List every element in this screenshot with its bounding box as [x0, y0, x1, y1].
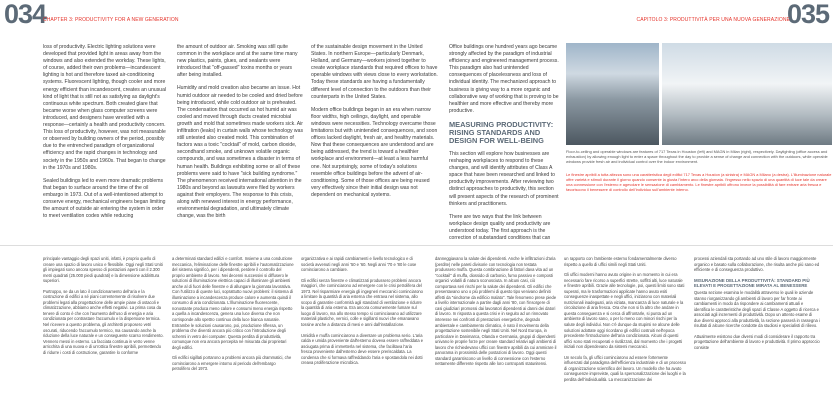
paragraph: Un secolo fa, gli uffici cominciarono ad essere fortemente influenzati dal paradigma dell'efficienza industriale e di un processo di organizzazione scientifico del lavoro. Un modello che ha avuto conseguenze impreviste, quali la spersonalizzazione dei luoghi e la perdita dell'individualità. La meccanizzazione dei — [564, 354, 687, 382]
italian-column-4 — [435, 256, 557, 414]
paragraph: principale vantaggio degli spazi uniti, infatti, è proprio quello di creare una spazio di lavoro unico e flessibile. Oggi negli Stati Uniti gli impiegati sono ancora spesso di postazioni aperti con il 2.300 metri quadrati (25.000 piedi quadrati) e la dimensione addirittura superiori. — [43, 256, 163, 284]
paragraph: Purtroppo, se da un lato il condizionamento dell'aria e la costruzione di edifici a sé piani correntemente di risolvere due problemi legati alla progettazione delle ampie piane di ostacoli e climatizzazione, abbiamo anche effetti negativi. La prima cosa da tenere di conto è che con l'aumento dell'uso di energia e aria condizionata per contrastare l'accumulo e la dispersione termica. Nel ricevere a questo problema, gli architetti proposero vetri oscurati, riducendo l'accumulo termico, ma causando anche la riduzione della luce naturale e un conseguente scarso rendimento. Vennero messi in esterno. La facciata continua in vetro venne arricchita di una nuova e di un'ottica finestre apribili, permettendo di ridurre i costi di costruzione, garantire lo conforme — [43, 288, 164, 355]
english-column-1 — [43, 44, 169, 230]
chapter-title-right: CAPITOLO 3: PRODUTTIVITÀ PER UNA NUOVA GENERAZIONE — [636, 17, 790, 23]
paragraph: Questa sezione esamina le modalità attraverso le quali le aziende stanno riorganizzando gli ambienti di lavoro per far fronte ai cambiamenti in modo da rispondere ai cambiamenti attuali e identifica le caratteristiche degli spazi di Classe A oggetto di ricerca e associati agli incrementi di produttività. Dopo un attento esame di due diversi approcci alla produttività, la sezione passerà in rassegna i risultati di alcune ricerche condotte da studiosi e specialisti di rilievo. — [694, 290, 820, 329]
paragraph: Gli edifici senza finestre e climatizzati produssero problemi ancora maggiori, che cominciarono ad emergere con le crisi petrolifera del 1973. Nel risparmiare energia gli ingegneri meccanici cominciarono a limitare la quantità di aria esterna che entrava nel sistema, allo scopo di garantire conformità agli standard di ventilazione e ridurre la quantità di aria esterna. Era ancora comunemente fumare sul luogo di lavoro, ma allo stesso tempo si cominciavano ad utilizzare materiali plastiche, vernici, colle e sigillanti nuovi che emanavano tossine anche a distanza di mesi e anni dall'installazione. — [301, 277, 423, 328]
italian-column-3 — [301, 256, 423, 414]
paragraph: Umidità e muffa cominciarono a diventare un problema serio. L'aria calda e umida proveniente dall'esterno doveva essere raffreddata e asciugata prima di immetterla nel sistema, che facilitava l'aria fresca proveniente dall'esterno deve essere preriscaldata. La condensa che si formava raffreddando l'aria e spostandola nei dotti creava proliferazione microbica. — [301, 332, 424, 366]
paragraph: processi aziendali sta portando ad uno stile di lavoro maggiormente organico e basato sulla collaborazione, che risulta anche più sano ed efficiente e di conseguenza produttivo. — [694, 256, 820, 273]
section-divider — [0, 245, 833, 246]
italian-column-2 — [172, 256, 294, 414]
paragraph: loss of productivity. Electric lighting solutions were developed that provided light in areas away from the windows and also extended the workday. These lights, of course, added their own problems—incandescent lighting is hot and therefore taxed air-conditioning systems. Fluorescent lighting, though cooler and more energy efficient than incandescent, creates an unusual kind of light that is still not as satisfying as daylight's continuous white spectrum. Both created glare that became worse when glass computer screens were introduced, and designers have wrestled with a response—certainly a health and productivity concern. This loss of productivity, however, was not measurable or observed by building owners of the period, possibly due to the entrenched paradigm of organizational efficiency and the rapid changes in technology and society in the 1950s and 1960s. That began to change in the 1970s and 1980s. — [43, 44, 167, 171]
paragraph: danneggiavano la salute dei dipendenti. Anche le infiltrazioni d'aria (perdite) nelle pareti divisorie con tecnologia non testata produssero muffa. Questa combinazione di fattori dava vita ad un "cocktail" di muffa, diossido di carbonio, fumo passivo e composti organici volatili di natura sconosciuta. In alcuni casi, ciò comportava seri rischi per la salute dei dipendenti. Gli edifici che presentavano uno o più problemi di questo tipo venivano definiti affetti da "sindrome da edificio malato". Tale fenomeno prese piede a livello internazionale a partire dagli anni '80, con l'insorgere di casi giudiziari promossi dai lavoratori dipendenti ai danni dei datori di lavoro. In risposta a questa crisi e in seguito ad un rinnovato interesse nei confronti di prestazioni energetiche, degrado ambientale e cambiamento climatico, è nato il movimento della progettazione sostenibile negli Stati Uniti. Nel Nord Europa, in particolare in Danimarca, Olanda e Germania, gruppi di dipendenti univano le proprie forze per creare standard relativi agli ambienti di lavoro che richiedevano uffici con finestre apribili da cui ammirare il panorama in prossimità delle postazioni di lavoro. Oggi questi standard garantiscono un livello di connessione con l'esterno nettamente differente rispetto alle loro controparti statunitensi. — [435, 256, 557, 367]
paragraph: the amount of outdoor air. Smoking was still quite common in the workplace and at the same time many new plastics, paints, glues, and sealants were introduced that "off-gassed" toxins months or years after being installed. — [177, 44, 298, 79]
section-heading-italian: MISURAZIONE DELLA PRODUTTIVITÀ: STANDARD PIÙ ELEVATI E PROGETTAZIONE MIRATA AL BENESSERE — [694, 277, 810, 288]
chapter-title-left: CHAPTER 3: PRODUCTIVITY FOR A NEW GENERATION — [43, 17, 179, 23]
paragraph: Office buildings one hundred years ago became strongly affected by the paradigm of industrial efficiency and engineered management process. This paradigm also had unintended consequences of placelessness and loss of individual identity. The mechanized approach to business is giving way to a more organic and collaborative way of working that is proving to be healthier and more effective and thereby more productive. — [449, 44, 559, 114]
paragraph: This section will explore how businesses are reshaping workplaces to respond to these changes, and will identify attributes of Class A space that have been researched and linked to productivity improvements. After reviewing two distinct approaches to productivity, this section will present aspects of the research of prominent thinkers and practitioners. — [449, 150, 559, 207]
page-number-right: 035 — [786, 0, 829, 29]
paragraph: Gli uffici moderni hanno avuto origine in un momento in cui era necessario fare ricorso a superfici strette, soffitti alti, luce naturale e finestre apribili. Grazie alle tecnologie, poi, questi limiti sono stati superati, ma le trasformazioni applicate hanno avuto esiti conseguenze inaspettate e negli uffici, iniziarono con materiali nutrizionali inadeguati, aria viziata, mancanza di luce naturale e la circolazione di aria fresca. Ora che non si fa altro che andare in questa conseguenza e si cerca di affrontarle, si punta ad un ambiente di lavoro sano, o per lo meno con minori rischi per la salute degli individui. Non c'è dunque da stupirsi se alcune delle soluzioni adottate oggi ricordano gli edifici costruiti nell'epoca precedente l'introduzione dell'aria condizionata. Alcuni di questi uffici sono stati recuperati e riutilizzati, dal momento che i progetti iniziali non dipendevano da sistemi meccanici. — [564, 272, 685, 350]
paragraph: organizzativa e ai rapidi cambiamenti e livello tecnologico e di società avvenuti negli anni '50 e '60. Negli anni '70 e '80 le cose cominciarono a cambiare. — [301, 256, 417, 273]
english-column-2 — [177, 44, 303, 230]
photo-caption-italian: Le finestre apribili a tutta altezza sono una caratteristica degli edifici 717 Texas a Houston (a sinistra) e MAGN a Milano (a destra). L'illuminazione naturale offre varietà e stimoli durante il giorno quando consente la giusta l'intero arco della giornata. l'ingresso nello spazio di una quantità di luce tale da creare una connessione con l'esterno e agevolare le sensazione di cambiamento. Le finestre apribili offrono invece la possibilità di fare entrare aria fresca e favoriscono il benessere di controllo dell'individuo sull'ambiente interno. — [566, 172, 832, 193]
office-photo-717-texas — [566, 43, 659, 145]
paragraph: a determinati standard edilizi e comfort. Insieme a una conduzione meccanica, l'eliminazione delle finestre apribili e l'automatizzazione del sistema significò, per i dipendenti, perdere il controllo del proprio ambiente di lavoro. Nei decenni successivi si diffusero le soluzioni di illuminazione elettrica capaci di illuminare gli ambienti anche al di fuori delle finestre e di allungare la giornata lavorativa. Con l'utilizzo di queste luci, soprattutto nuovi problemi: il sistema di illuminazione a incandescenza produce calore e aumenta quindi il consumo di aria condizionata. L'illuminazione fluorescente, nonostante produca meno calore e consumi meno energia rispetto a quella a incandescenza, genera una luce diversa che non corrisponde allo spettro continuo della luce bianca naturale. Entrambe le soluzioni causarono, poi, produzione riflessa, un problema che diventò ancora più critico con l'introduzione degli schermi in vetro dei computer. Questa perdita di produttività, comunque non era ancora percepita né misurata dai proprietari degli edifici. — [172, 256, 294, 350]
paragraph: Sealed buildings led to even more dramatic problems that began to surface around the time of the oil embargo in 1973. Out of a well-intentioned attempt to conserve energy, mechanical engineers began limiting the amount of outside air entering the system in order to meet ventilation codes while reducing — [43, 177, 166, 220]
section-heading: MEASURING PRODUCTIVITY: RISING STANDARDS AND DESIGN FOR WELL-BEING — [449, 119, 554, 145]
italian-column-1 — [43, 256, 165, 414]
paragraph: Gli edifici sigillati portarono a problemi ancora più drammatici, che cominciarono a emergere intorno al periodo dell'embargo petrolifero del 1973. — [172, 355, 292, 372]
photo-caption: Floor-to-ceiling and operable windows are features of 717 Texas in Houston (left) and MAGN in Milan (right), respectively. Daylighting (office access and exhaustion) by allowing enough light to enter a space throughout the day to provide a sense of change and connection with the outdoors, while operable windows provide fresh air and individual control over the indoor environment. — [566, 149, 828, 165]
paragraph: un rapporto con l'ambiente esterno fondamentalmente diverso rispetto a quello di uffici simili negli Stati Uniti. — [564, 256, 677, 267]
paragraph: Attualmente esistono due diversi modi di considerare il rapporto tra progettazione dell'ambiente di lavoro e produttività. Il primo approccio consiste — [694, 333, 820, 350]
italian-column-6 — [694, 256, 820, 414]
paragraph: of the sustainable design movement in the United States. In northern Europe—particularly Denmark, Holland, and Germany—workers joined together to create workplace standards that required offices to have operable windows with views close to every workstation. Today these standards are having a fundamentally different level of connection to the outdoors than their counterparts in the United States. — [311, 44, 438, 100]
italian-column-5 — [564, 256, 686, 414]
english-column-3 — [311, 44, 438, 230]
english-column-4 — [449, 44, 559, 241]
office-photo-magn — [662, 43, 832, 145]
paragraph: There are two ways that the link between workplace design quality and productivity are understood today. The first approach is the correction of substandard conditions that can — [449, 213, 551, 241]
page-number-left: 034 — [4, 0, 47, 29]
paragraph: Modern office buildings began in an era when narrow floor widths, high ceilings, daylight, and operable windows were necessities. Technology overcame those limitations but with unintended consequences, and soon offices lacked daylight, fresh air, and healthy materials. Now that these consequences are understood and are being addressed, the trend is toward a healthier workplace and environment—at least a less harmful one. Not surprisingly, some of today's solutions resemble office buildings before the advent of air-conditioning. Some of those offices are being reused very effectively since their initial design was not dependent on mechanical systems. — [311, 106, 438, 198]
paragraph: Humidity and mold creation also became an issue. Hot humid outdoor air needed to be cooled and dried before being introduced, while cold outdoor air is preheated. The condensation that occurred as hot humid air was cooled and moved through ducts created microbial growth and mold that sometimes made workers sick. Air infiltration (leaks) in curtain walls whose technology was still untested also created mold. This combination of factors was a toxic "cocktail" of mold, carbon dioxide, secondhand smoke, and unknown volatile organic compounds, and was sometimes a disaster in terms of human health. Buildings exhibiting some or all of these problems were said to have "sick building syndrome." The phenomenon received international attention in the 1980s and beyond as lawsuits were filed by workers against their employers. The response to this crisis, along with renewed interest in energy performance, environmental degradation, and ultimately climate change, was the birth — [177, 85, 303, 220]
